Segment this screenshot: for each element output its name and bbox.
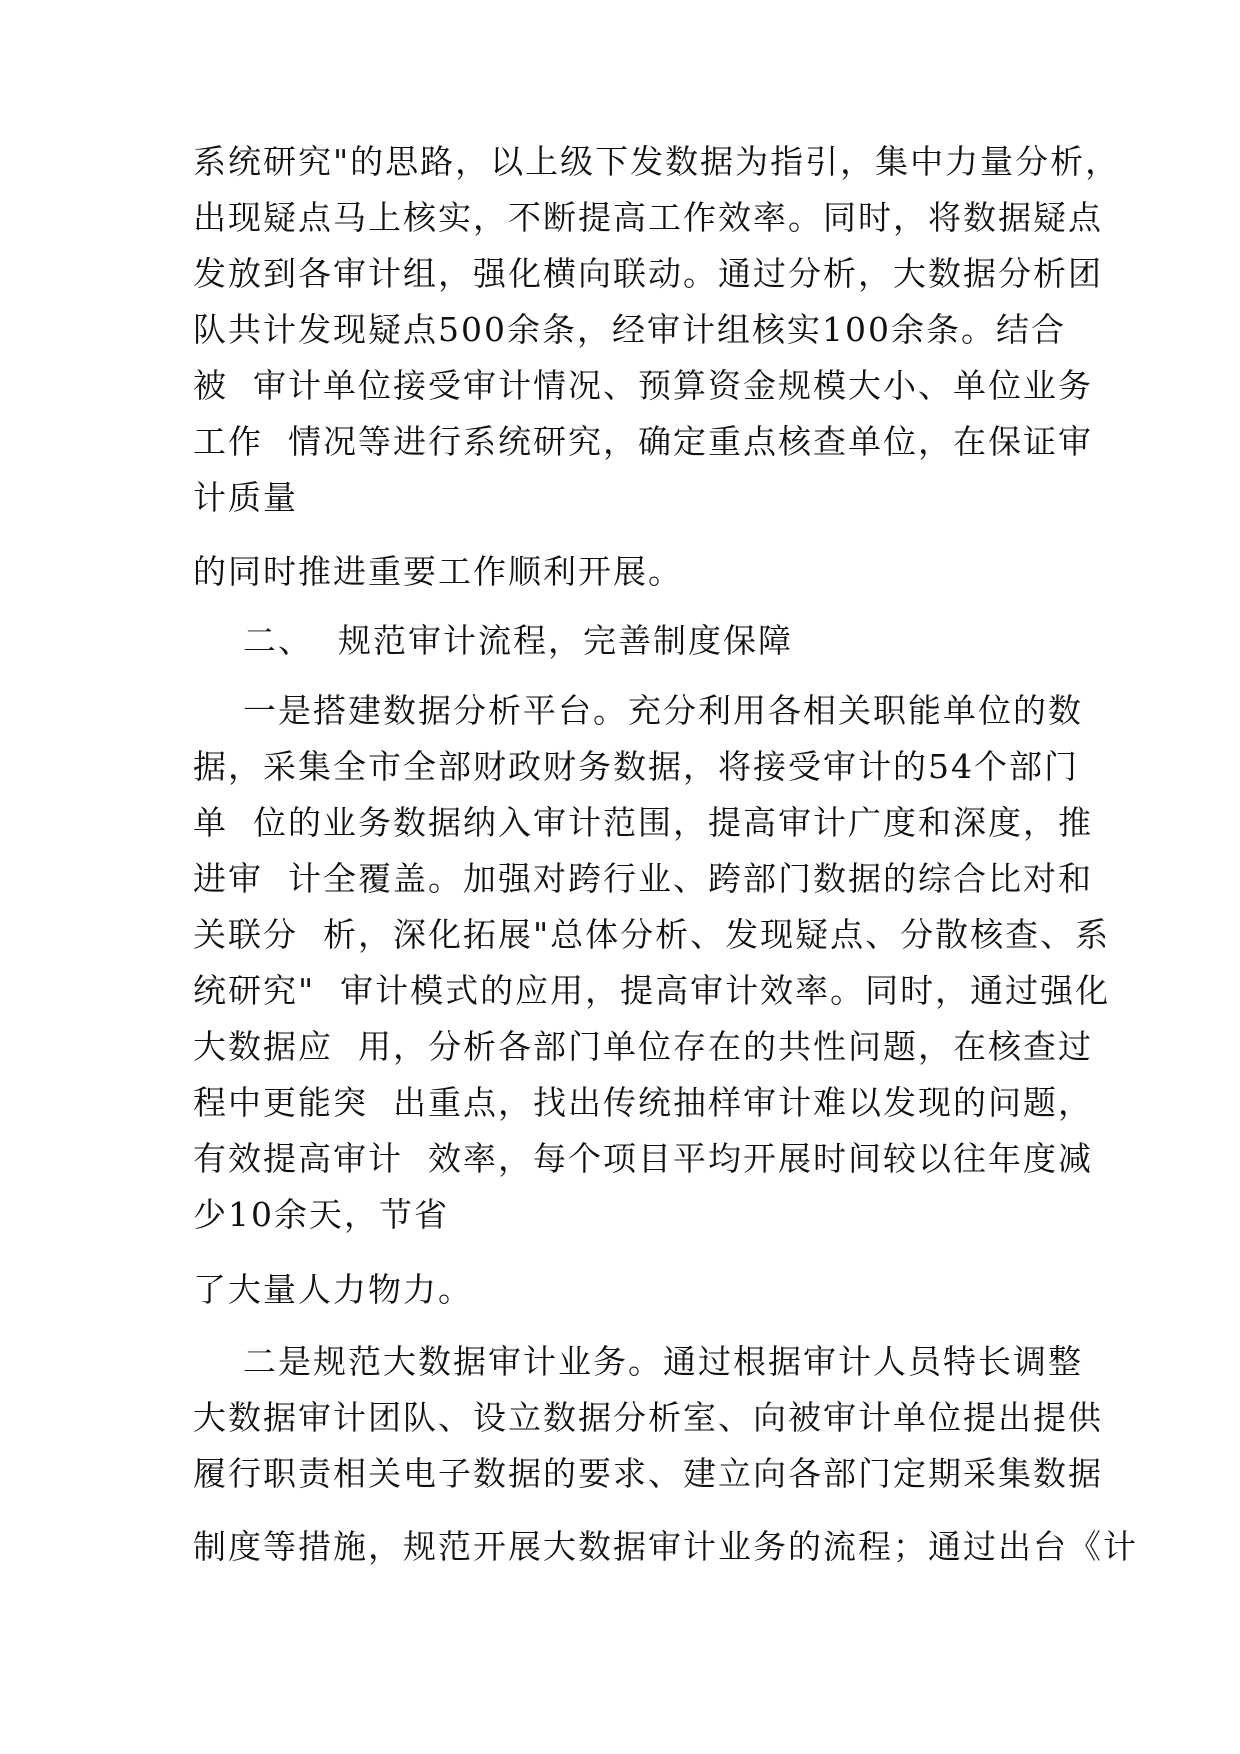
text-line: 一是搭建数据分析平台。充分利用各相关职能单位的数 (193, 691, 1083, 730)
text-line: 系统研究"的思路，以上级下发数据为指引，集中力量分析， (193, 142, 1121, 181)
text-line: 程中更能突 出重点，找出传统抽样审计难以发现的问题， (193, 1083, 1093, 1122)
text-line: 发放到各审计组，强化横向联动。通过分析，大数据分析团 (193, 254, 1103, 293)
text-line: 进审 计全覆盖。加强对跨行业、跨部门数据的综合比对和 (193, 859, 1093, 898)
text-line: 履行职责相关电子数据的要求、建立向各部门定期采集数据 (193, 1454, 1103, 1493)
text-line: 制度等措施，规范开展大数据审计业务的流程；通过出台《计 (193, 1527, 1138, 1566)
text-line: 计质量 (193, 478, 298, 517)
text-line: 工作 情况等进行系统研究，确定重点核查单位，在保证审 (193, 422, 1093, 461)
text-line: 被 审计单位接受审计情况、预算资金规模大小、单位业务 (193, 366, 1093, 405)
text-line: 有效提高审计 效率，每个项目平均开展时间较以往年度减 (193, 1139, 1093, 1178)
text-line: 少10余天，节省 (193, 1195, 449, 1234)
text-line: 出现疑点马上核实，不断提高工作效率。同时，将数据疑点 (193, 198, 1103, 237)
text-line: 大数据应 用，分析各部门单位存在的共性问题，在核查过 (193, 1027, 1093, 1066)
text-line: 的同时推进重要工作顺利开展。 (193, 552, 683, 591)
text-line: 关联分 析，深化拓展"总体分析、发现疑点、分散核查、系 (193, 915, 1111, 954)
text-line: 二是规范大数据审计业务。通过根据审计人员特长调整 (193, 1342, 1083, 1381)
text-line: 统研究" 审计模式的应用，提高审计效率。同时，通过强化 (193, 971, 1111, 1010)
section-heading: 二、 规范审计流程，完善制度保障 (193, 621, 793, 660)
text-line: 大数据审计团队、设立数据分析室、向被审计单位提出提供 (193, 1398, 1103, 1437)
text-line: 队共计发现疑点500余条，经审计组核实100余条。结合 (193, 310, 1066, 349)
text-line: 了大量人力物力。 (193, 1270, 473, 1309)
text-line: 据，采集全市全部财政财务数据，将接受审计的54个部门 (193, 747, 1079, 786)
text-line: 单 位的业务数据纳入审计范围，提高审计广度和深度，推 (193, 803, 1093, 842)
